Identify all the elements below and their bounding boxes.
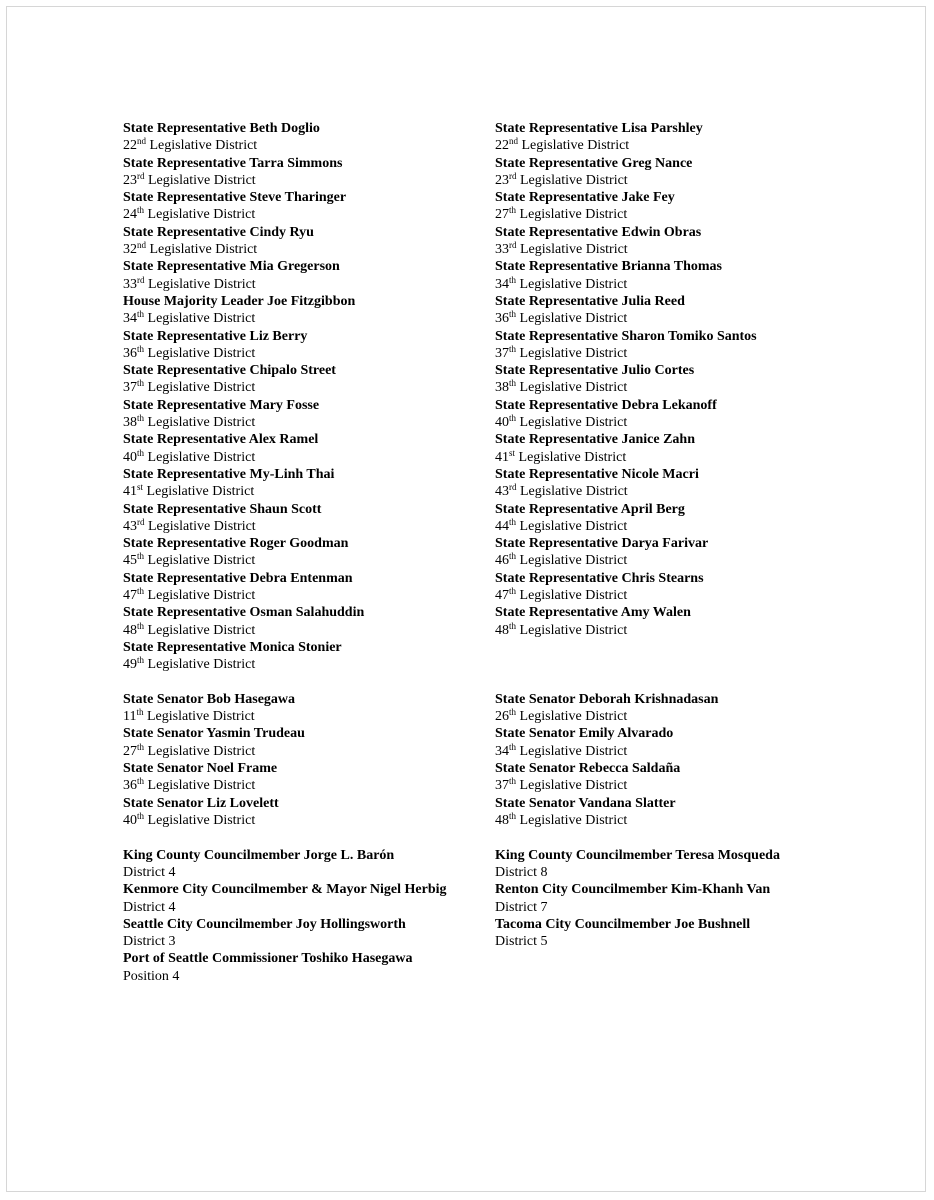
ordinal-suffix: th — [137, 309, 145, 320]
ordinal-suffix: rd — [509, 170, 517, 181]
district-number: 41 — [495, 449, 509, 465]
official-district — [123, 345, 493, 362]
ordinal-suffix: th — [509, 378, 517, 389]
official-name: State Representative Sharon Tomiko Santos — [495, 328, 757, 344]
official-district — [495, 743, 865, 760]
official-entry — [495, 604, 865, 639]
official-district — [495, 864, 865, 881]
district-number: 24 — [123, 207, 137, 223]
district-number: District 7 — [495, 899, 548, 915]
official-name: State Representative Beth Doglio — [123, 121, 320, 136]
official-entry — [123, 466, 493, 501]
district-number: 49 — [123, 657, 137, 673]
official-district — [495, 552, 865, 569]
official-district — [123, 518, 493, 535]
official-district — [123, 276, 493, 293]
official-entry — [495, 224, 865, 259]
official-group — [495, 691, 865, 829]
official-district — [123, 656, 493, 673]
district-label: Legislative District — [516, 276, 628, 292]
official-district — [495, 414, 865, 431]
ordinal-suffix: th — [509, 586, 517, 597]
ordinal-suffix: rd — [509, 482, 517, 493]
district-number: District 4 — [123, 864, 176, 880]
official-name: State Representative Mary Fosse — [123, 397, 320, 413]
ordinal-suffix: th — [509, 205, 517, 216]
district-number: District 3 — [123, 934, 176, 950]
district-number: 37 — [495, 778, 509, 794]
official-entry — [495, 328, 865, 363]
official-name: State Senator Bob Hasegawa — [123, 691, 296, 707]
district-label: Legislative District — [518, 138, 630, 154]
district-label: Legislative District — [144, 207, 256, 223]
official-district — [495, 622, 865, 639]
official-district — [123, 137, 493, 154]
district-label: Legislative District — [144, 812, 256, 828]
official-district — [123, 777, 493, 794]
district-label: Legislative District — [516, 812, 628, 828]
official-district — [123, 622, 493, 639]
official-entry — [495, 362, 865, 397]
district-number: District 8 — [495, 864, 548, 880]
official-district — [495, 172, 865, 189]
official-entry — [495, 881, 865, 916]
official-entry — [123, 881, 493, 916]
ordinal-suffix: th — [137, 551, 145, 562]
official-entry — [495, 293, 865, 328]
official-entry — [123, 604, 493, 639]
official-district — [495, 933, 865, 950]
district-number: Position 4 — [123, 968, 180, 984]
official-entry — [495, 725, 865, 760]
official-group — [495, 120, 865, 674]
district-label: Legislative District — [144, 657, 256, 673]
district-number: 36 — [123, 345, 137, 361]
district-number: 40 — [123, 449, 137, 465]
official-name: State Representative Monica Stonier — [123, 639, 342, 655]
ordinal-suffix: rd — [137, 170, 145, 181]
left-column — [123, 120, 493, 985]
official-name: State Representative Brianna Thomas — [495, 259, 722, 275]
official-name: State Representative Julia Reed — [495, 293, 685, 309]
district-label: Legislative District — [143, 709, 255, 725]
official-entry — [123, 570, 493, 605]
ordinal-suffix: rd — [509, 240, 517, 251]
official-entry — [495, 431, 865, 466]
official-district — [495, 206, 865, 223]
district-number: 38 — [123, 415, 137, 431]
district-number: 34 — [495, 743, 509, 759]
district-number: 23 — [495, 172, 509, 188]
official-district — [495, 899, 865, 916]
district-number: 32 — [123, 242, 137, 258]
ordinal-suffix: th — [137, 343, 145, 354]
official-entry — [123, 155, 493, 190]
district-label: Legislative District — [516, 311, 628, 327]
right-column — [495, 120, 865, 950]
official-name: State Representative April Berg — [495, 501, 685, 517]
official-name: State Representative Shaun Scott — [123, 501, 322, 517]
district-label: Legislative District — [144, 276, 256, 292]
ordinal-suffix: th — [509, 516, 517, 527]
official-name: State Representative Roger Goodman — [123, 536, 349, 552]
official-entry — [495, 189, 865, 224]
district-number: 36 — [123, 778, 137, 794]
district-label: Legislative District — [144, 311, 256, 327]
official-name: State Representative Jake Fey — [495, 190, 675, 206]
official-entry — [495, 691, 865, 726]
official-group — [495, 847, 865, 951]
official-group — [123, 691, 493, 829]
ordinal-suffix: th — [137, 447, 145, 458]
district-label: Legislative District — [144, 588, 256, 604]
district-number: 11 — [123, 709, 137, 725]
district-number: 47 — [123, 588, 137, 604]
district-number: 27 — [495, 207, 509, 223]
ordinal-suffix: st — [509, 447, 516, 458]
ordinal-suffix: th — [509, 413, 517, 424]
official-district — [123, 743, 493, 760]
official-name: State Representative Julio Cortes — [495, 363, 695, 379]
official-name: State Senator Deborah Krishnadasan — [495, 691, 719, 707]
official-district — [123, 812, 493, 829]
ordinal-suffix: th — [509, 620, 517, 631]
district-number: 33 — [123, 276, 137, 292]
ordinal-suffix: th — [509, 309, 517, 320]
official-entry — [123, 725, 493, 760]
official-entry — [495, 258, 865, 293]
document-page — [6, 6, 926, 1192]
official-name: State Representative Darya Farivar — [495, 536, 709, 552]
district-label: Legislative District — [516, 553, 628, 569]
district-number: 36 — [495, 311, 509, 327]
district-number: 48 — [495, 622, 509, 638]
official-district — [123, 241, 493, 258]
official-name: State Representative Nicole Macri — [495, 466, 699, 482]
ordinal-suffix: th — [509, 343, 517, 354]
ordinal-suffix: th — [137, 776, 145, 787]
district-number: 48 — [495, 812, 509, 828]
district-label: Legislative District — [144, 553, 256, 569]
district-label: Legislative District — [516, 345, 628, 361]
district-number: 34 — [123, 311, 137, 327]
official-district — [495, 812, 865, 829]
official-district — [123, 449, 493, 466]
district-label: Legislative District — [146, 242, 258, 258]
official-district — [123, 968, 493, 985]
official-entry — [495, 120, 865, 155]
official-entry — [123, 189, 493, 224]
ordinal-suffix: th — [137, 655, 145, 666]
official-district — [495, 518, 865, 535]
official-name: State Representative Liz Berry — [123, 328, 308, 344]
official-entry — [123, 258, 493, 293]
district-number: 40 — [495, 415, 509, 431]
official-district — [123, 483, 493, 500]
district-number: 46 — [495, 553, 509, 569]
official-name: State Representative Amy Walen — [495, 605, 691, 621]
official-name: Renton City Councilmember Kim-Khanh Van — [495, 882, 771, 898]
district-label: Legislative District — [144, 622, 256, 638]
official-entry — [495, 639, 865, 674]
official-entry — [495, 916, 865, 951]
ordinal-suffix: th — [137, 586, 145, 597]
district-label: Legislative District — [144, 518, 256, 534]
district-number: 38 — [495, 380, 509, 396]
official-district — [123, 587, 493, 604]
official-name: State Representative Lisa Parshley — [495, 121, 703, 136]
official-name: State Representative Edwin Obras — [495, 224, 702, 240]
official-district — [495, 276, 865, 293]
official-entry — [123, 916, 493, 951]
official-district — [123, 379, 493, 396]
official-name: State Representative Tarra Simmons — [123, 155, 343, 171]
district-number: 23 — [123, 172, 137, 188]
official-name: State Representative Chipalo Street — [123, 363, 336, 379]
official-name: State Senator Yasmin Trudeau — [123, 726, 305, 742]
official-name: State Senator Vandana Slatter — [495, 795, 676, 811]
official-entry — [123, 362, 493, 397]
official-name: King County Councilmember Jorge L. Barón — [123, 847, 395, 863]
official-name: King County Councilmember Teresa Mosqueda — [495, 847, 780, 863]
district-number: 45 — [123, 553, 137, 569]
official-name: State Representative Janice Zahn — [495, 432, 695, 448]
official-name: State Representative Debra Lekanoff — [495, 397, 717, 413]
district-number: 34 — [495, 276, 509, 292]
ordinal-suffix: th — [509, 741, 517, 752]
ordinal-suffix: th — [509, 810, 517, 821]
official-district — [123, 310, 493, 327]
ordinal-suffix: th — [509, 707, 517, 718]
district-label: Legislative District — [516, 778, 628, 794]
official-name: State Representative My-Linh Thai — [123, 466, 335, 482]
district-label: Legislative District — [516, 622, 628, 638]
official-entry — [495, 847, 865, 882]
official-name: Tacoma City Councilmember Joe Bushnell — [495, 916, 751, 932]
official-entry — [123, 293, 493, 328]
official-district — [123, 172, 493, 189]
official-name: State Representative Mia Gregerson — [123, 259, 340, 275]
official-name: State Senator Rebecca Saldaña — [495, 761, 681, 777]
district-number: District 4 — [123, 899, 176, 915]
official-district — [123, 206, 493, 223]
official-district — [123, 414, 493, 431]
official-entry — [495, 501, 865, 536]
official-district — [495, 777, 865, 794]
official-name: State Representative Cindy Ryu — [123, 224, 314, 240]
district-label: Legislative District — [516, 518, 628, 534]
official-entry — [123, 950, 493, 985]
district-number: 22 — [123, 138, 137, 154]
official-district — [495, 241, 865, 258]
official-entry — [123, 795, 493, 830]
ordinal-suffix: rd — [137, 274, 145, 285]
official-entry — [123, 847, 493, 882]
district-label: Legislative District — [515, 449, 627, 465]
official-district — [495, 137, 865, 154]
ordinal-suffix: th — [137, 378, 145, 389]
ordinal-suffix: th — [137, 810, 145, 821]
official-entry — [123, 501, 493, 536]
official-entry — [123, 639, 493, 674]
district-number: 27 — [123, 743, 137, 759]
district-label: Legislative District — [516, 242, 628, 258]
official-name: State Representative Alex Ramel — [123, 432, 319, 448]
official-name: State Representative Steve Tharinger — [123, 190, 347, 206]
official-name: State Representative Chris Stearns — [495, 570, 704, 586]
district-label: Legislative District — [144, 743, 256, 759]
district-number: 41 — [123, 484, 137, 500]
district-label: Legislative District — [144, 345, 256, 361]
district-number: 44 — [495, 518, 509, 534]
official-district — [123, 933, 493, 950]
official-name: State Senator Liz Lovelett — [123, 795, 279, 811]
district-label: Legislative District — [516, 709, 628, 725]
official-name: Seattle City Councilmember Joy Hollingsworth — [123, 916, 406, 932]
official-district — [495, 449, 865, 466]
official-district — [495, 483, 865, 500]
district-label: Legislative District — [143, 484, 255, 500]
official-name: State Senator Noel Frame — [123, 761, 278, 777]
district-number: 26 — [495, 709, 509, 725]
district-label: Legislative District — [516, 172, 628, 188]
district-number: 22 — [495, 138, 509, 154]
ordinal-suffix: th — [137, 413, 145, 424]
district-number: 47 — [495, 588, 509, 604]
official-name: Port of Seattle Commissioner Toshiko Hasegawa — [123, 951, 413, 967]
district-label: Legislative District — [144, 415, 256, 431]
ordinal-suffix: nd — [137, 240, 146, 251]
district-label: Legislative District — [144, 380, 256, 396]
official-name: Kenmore City Councilmember & Mayor Nigel Herbig — [123, 882, 447, 898]
ordinal-suffix: th — [136, 707, 144, 718]
district-label: Legislative District — [144, 449, 256, 465]
official-name: State Representative Greg Nance — [495, 155, 693, 171]
district-label: Legislative District — [516, 484, 628, 500]
official-district — [495, 379, 865, 396]
official-name: State Representative Debra Entenman — [123, 570, 353, 586]
district-label: Legislative District — [144, 778, 256, 794]
district-label: Legislative District — [516, 207, 628, 223]
district-number: 43 — [123, 518, 137, 534]
ordinal-suffix: th — [137, 620, 145, 631]
official-entry — [123, 535, 493, 570]
ordinal-suffix: th — [137, 741, 145, 752]
official-entry — [123, 328, 493, 363]
official-entry — [123, 224, 493, 259]
ordinal-suffix: nd — [137, 136, 146, 147]
ordinal-suffix: rd — [137, 516, 145, 527]
official-entry — [495, 155, 865, 190]
official-name: State Senator Emily Alvarado — [495, 726, 674, 742]
district-label: Legislative District — [516, 743, 628, 759]
official-district — [123, 864, 493, 881]
official-name: State Representative Osman Salahuddin — [123, 605, 365, 621]
ordinal-suffix: st — [137, 482, 144, 493]
official-district — [123, 899, 493, 916]
official-entry — [123, 431, 493, 466]
official-district — [123, 552, 493, 569]
district-number: 40 — [123, 812, 137, 828]
district-label: Legislative District — [146, 138, 258, 154]
official-name: House Majority Leader Joe Fitzgibbon — [123, 293, 356, 309]
official-district — [495, 310, 865, 327]
district-number: 37 — [495, 345, 509, 361]
official-entry — [495, 570, 865, 605]
official-district — [495, 708, 865, 725]
ordinal-suffix: th — [137, 205, 145, 216]
ordinal-suffix: th — [509, 776, 517, 787]
district-label: Legislative District — [516, 588, 628, 604]
official-entry — [495, 535, 865, 570]
ordinal-suffix: th — [509, 551, 517, 562]
district-label: Legislative District — [516, 415, 628, 431]
official-district — [495, 345, 865, 362]
district-number: 33 — [495, 242, 509, 258]
official-entry — [123, 760, 493, 795]
official-entry — [123, 397, 493, 432]
ordinal-suffix: th — [509, 274, 517, 285]
district-number: 37 — [123, 380, 137, 396]
official-entry — [495, 397, 865, 432]
official-district — [123, 708, 493, 725]
official-district — [495, 587, 865, 604]
district-number: District 5 — [495, 934, 548, 950]
official-entry — [495, 466, 865, 501]
official-group — [123, 120, 493, 674]
official-entry — [123, 120, 493, 155]
ordinal-suffix: nd — [509, 136, 518, 147]
official-entry — [495, 760, 865, 795]
district-label: Legislative District — [144, 172, 256, 188]
district-number: 43 — [495, 484, 509, 500]
official-entry — [495, 795, 865, 830]
district-number: 48 — [123, 622, 137, 638]
district-label: Legislative District — [516, 380, 628, 396]
official-entry — [123, 691, 493, 726]
official-group — [123, 847, 493, 985]
